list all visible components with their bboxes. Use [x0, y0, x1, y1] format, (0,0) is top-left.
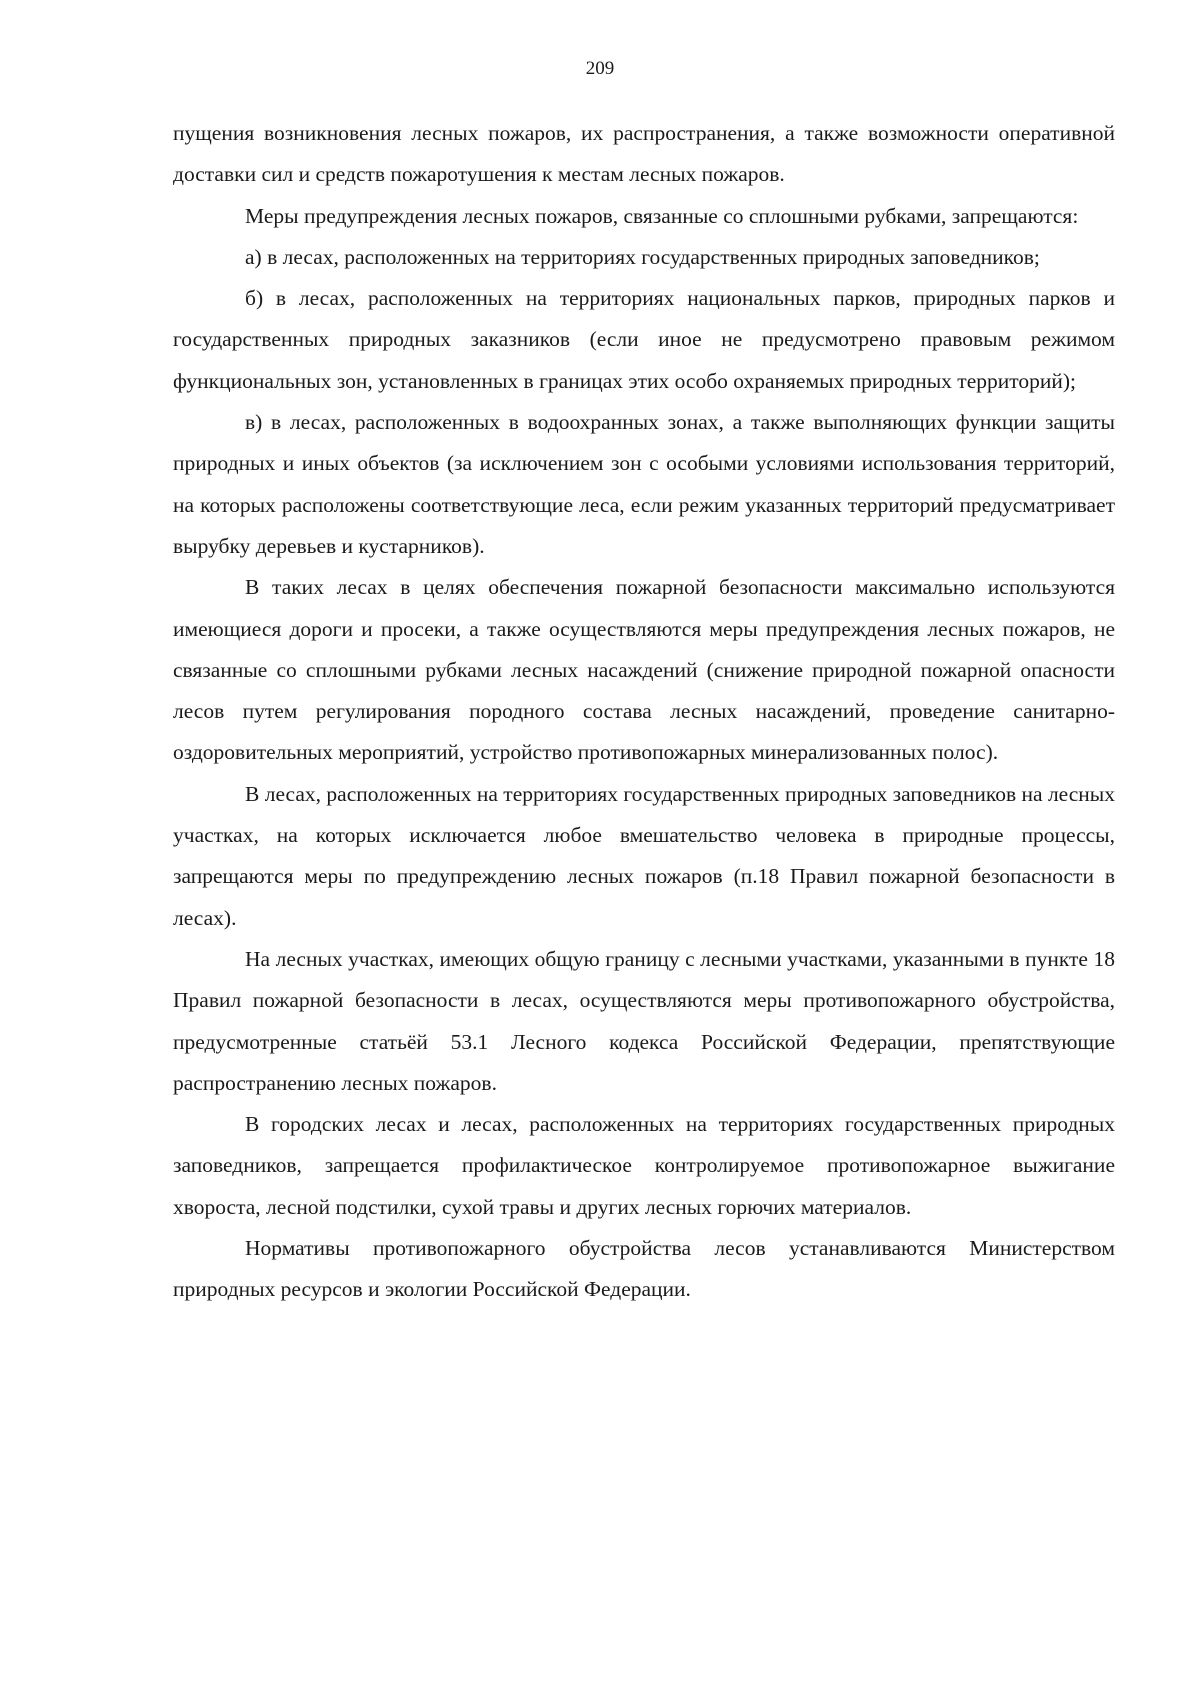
- paragraph-reserves: В лесах, расположенных на территориях государственных природных заповедников на лесных участках, на которых исключается любое вмешательство человека в природные процессы, запрещаются меры по предупреждению лесных пожаров (п.18 Правил пожарной безопасности в лесах).: [173, 781, 1115, 930]
- paragraph-adjacent-plots: На лесных участках, имеющих общую границу с лесными участками, указанными в пункте 18 Правил пожарной безопасности в лесах, осуществляются меры противопожарного обустройства, предусмотренные статьёй 53.1 Лесного кодекса Российской Федерации, препятствующие распространению лесных пожаров.: [173, 946, 1115, 1095]
- list-item-c: в) в лесах, расположенных в водоохранных зонах, а также выполняющих функции защиты природных и иных объектов (за исключением зон с особыми условиями использования территорий, на которых расположены соответствующие леса, если режим указанных территорий предусматривает вырубку деревьев и кустарников).: [173, 410, 1115, 558]
- paragraph-restrictions-intro: Меры предупреждения лесных пожаров, связанные со сплошными рубками, запрещаются:: [245, 203, 1079, 228]
- page-number: 209: [585, 58, 615, 79]
- list-item-a: а) в лесах, расположенных на территориях государственных природных заповедников;: [245, 244, 1040, 269]
- paragraph-urban-forests: В городских лесах и лесах, расположенных на территориях государственных природных заповедников, запрещается профилактическое контролируемое противопожарное выжигание хвороста, лесной подстилки, сухой травы и других лесных горючих материалов.: [173, 1112, 1115, 1219]
- list-item-b: б) в лесах, расположенных на территориях национальных парков, природных парков и государственных природных заказников (если иное не предусмотрено правовым режимом функциональных зон, установленных в границах этих особо охраняемых природных территорий);: [173, 286, 1115, 393]
- document-body: [173, 113, 1115, 1311]
- paragraph-continuation: пущения возникновения лесных пожаров, их распространения, а также возможности оперативной доставки сил и средств пожаротушения к местам лесных пожаров.: [173, 121, 1115, 187]
- paragraph-norms: Нормативы противопожарного обустройства лесов устанавливаются Министерством природных ресурсов и экологии Российской Федерации.: [173, 1236, 1115, 1302]
- paragraph-fire-safety-measures: В таких лесах в целях обеспечения пожарной безопасности максимально используются имеющиеся дороги и просеки, а также осуществляются меры предупреждения лесных пожаров, не связанные со сплошными рубками лесных насаждений (снижение природной пожарной опасности лесов путем регулирования породного состава лесных насаждений, проведение санитарно-оздоровительных мероприятий, устройство противопожарных минерализованных полос).: [173, 575, 1115, 765]
